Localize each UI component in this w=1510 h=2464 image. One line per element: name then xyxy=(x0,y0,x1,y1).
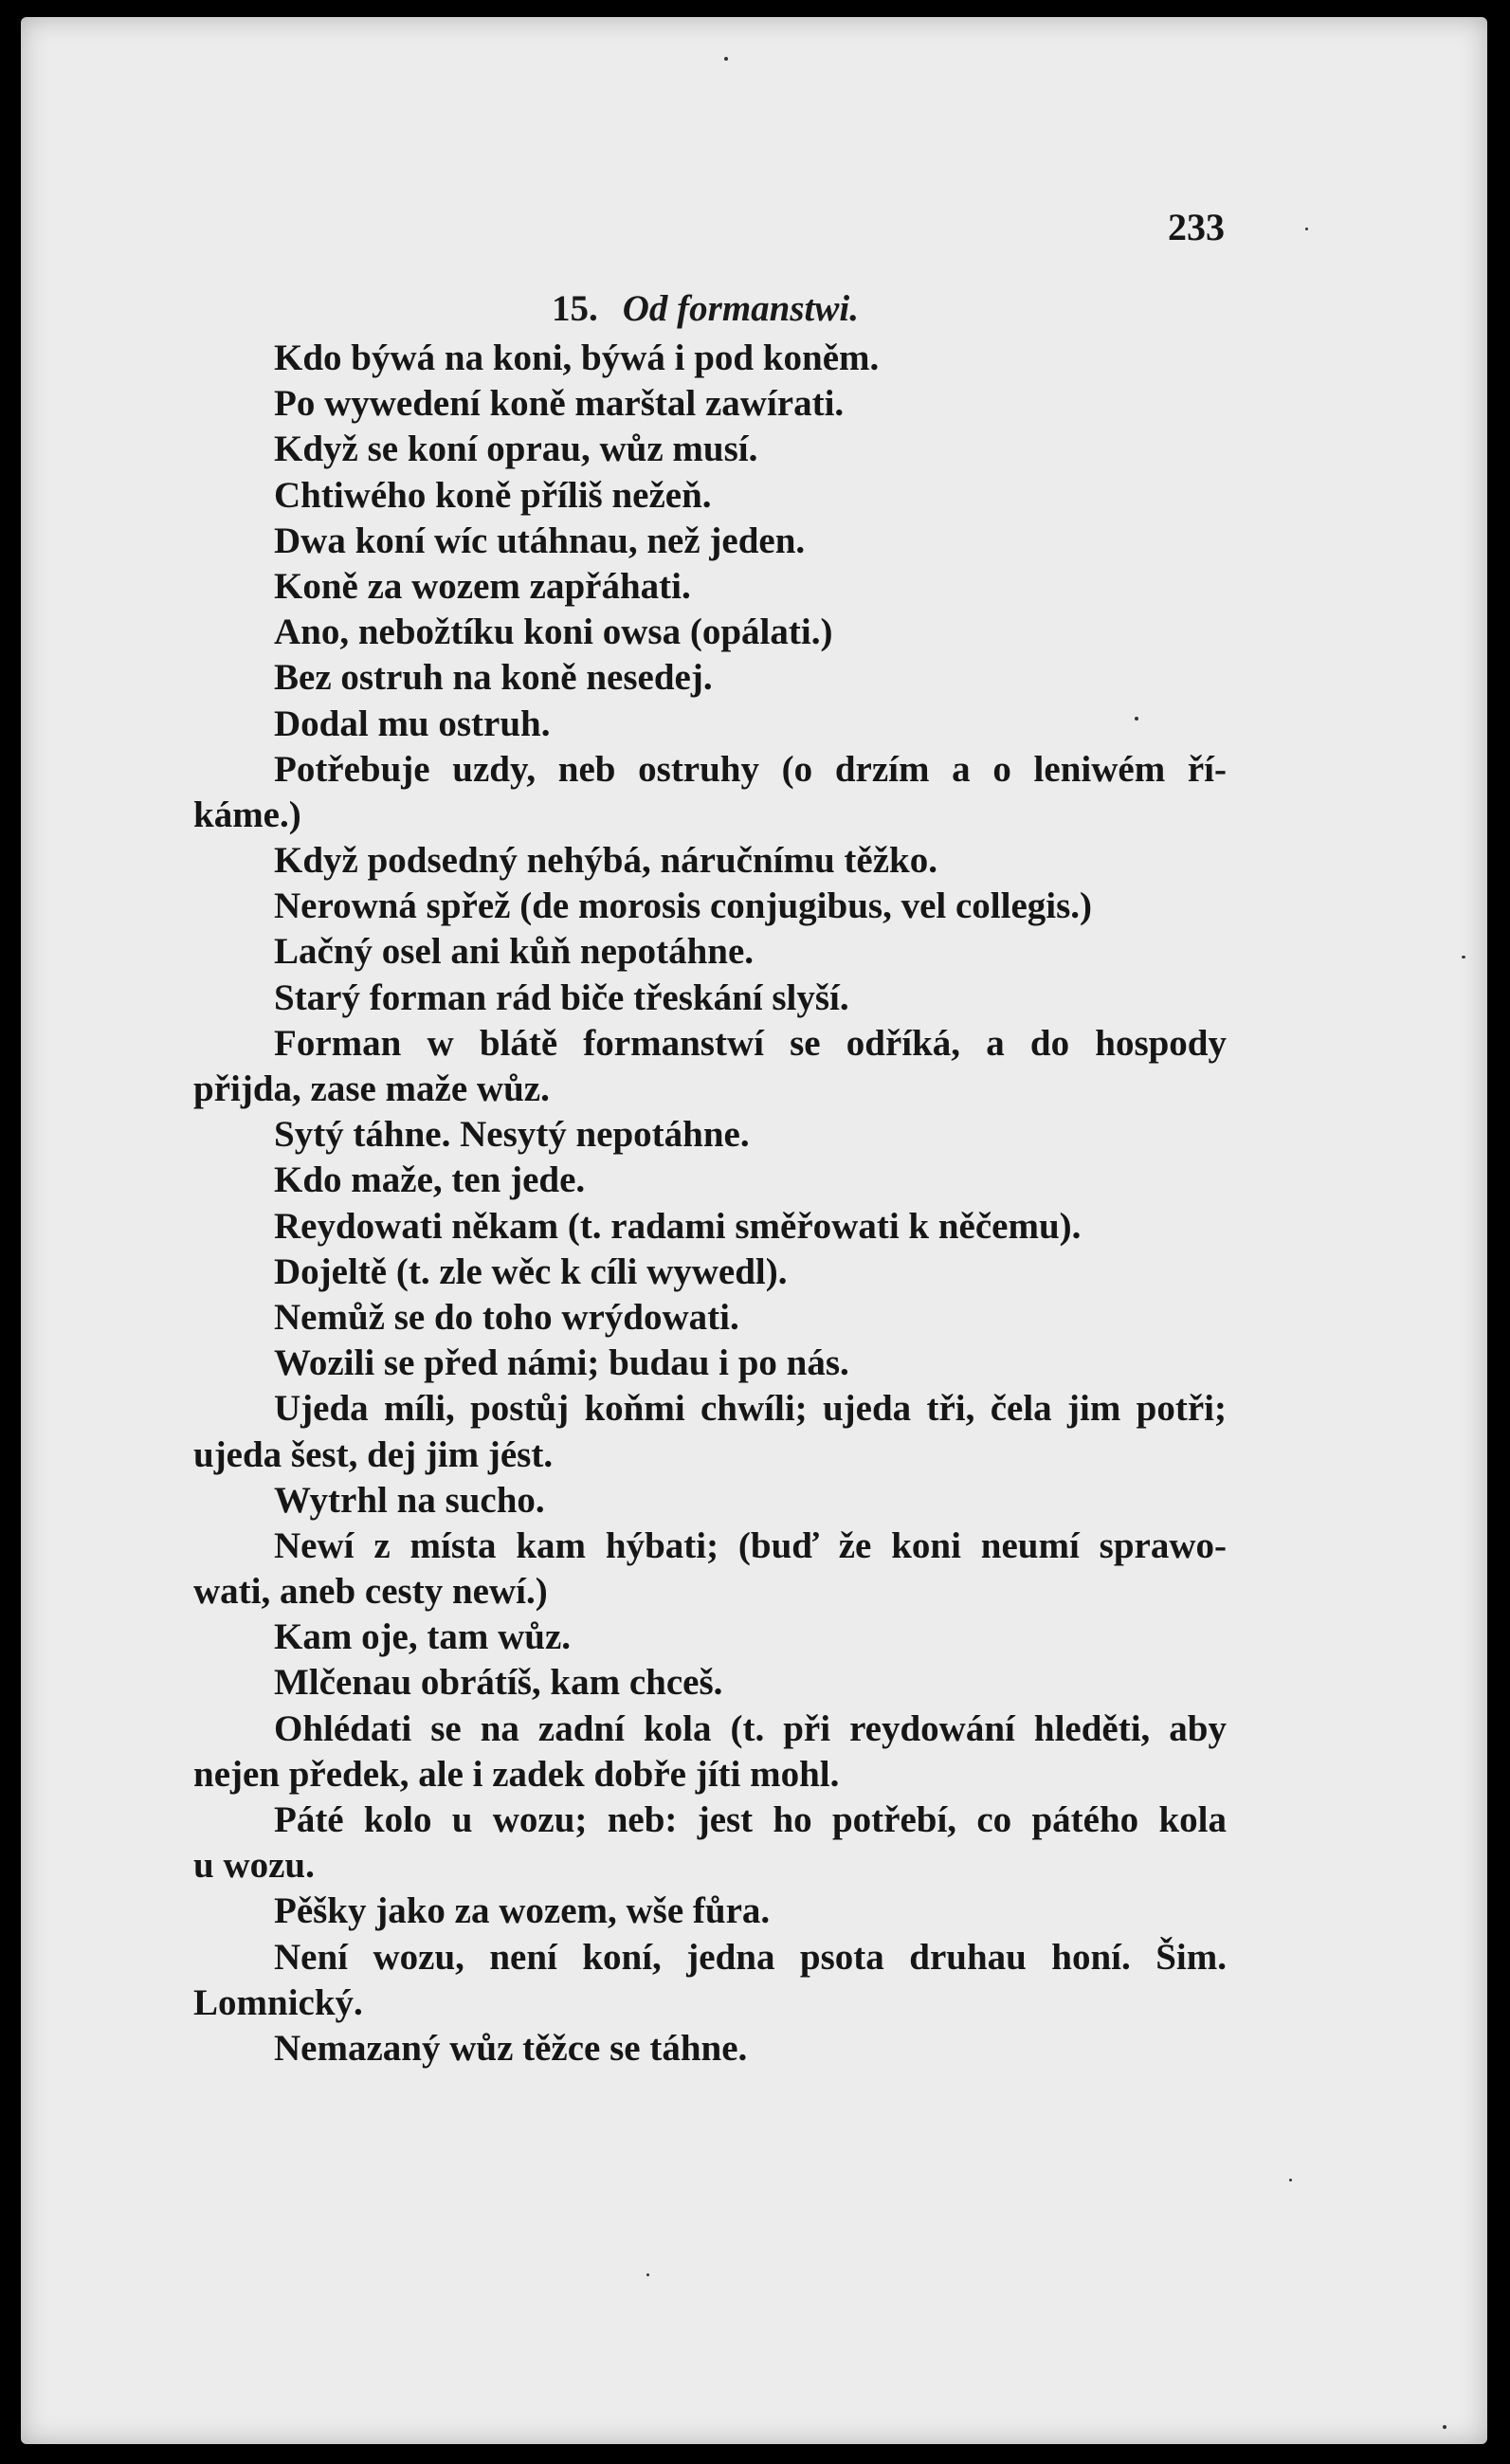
paper-speck xyxy=(1462,956,1465,958)
paper-speck xyxy=(646,2273,649,2276)
text-line: Koně za wozem zapřáhati. xyxy=(274,565,691,607)
paper-speck xyxy=(1443,2425,1446,2429)
section-heading xyxy=(552,290,859,327)
text-line: Starý forman rád biče třeskání slyší. xyxy=(274,976,849,1018)
text-body xyxy=(193,336,1227,2072)
text-line: Nemazaný wůz těžce se táhne. xyxy=(274,2027,748,2069)
text-line: Chtiwého koně příliš nežeň. xyxy=(274,474,712,516)
section-title: Od formanstwi. xyxy=(622,288,859,329)
text-line: wati, aneb cesty newí.) xyxy=(193,1571,548,1613)
text-line: Nemůž se do toho wrýdowati. xyxy=(274,1296,739,1338)
book-page xyxy=(21,17,1487,2444)
text-line: Potřebuje uzdy, neb ostruhy (o drzím a o leniwém ří- xyxy=(274,748,1227,790)
text-line: Wozili se před námi; budau i po nás. xyxy=(274,1342,849,1384)
text-line: Pěšky jako za wozem, wše fůra. xyxy=(274,1890,771,1932)
text-line: přijda, zase maže wůz. xyxy=(193,1068,550,1109)
paper-speck xyxy=(1289,2179,1292,2181)
text-line: Ano, nebožtíku koni owsa (opálati.) xyxy=(274,611,833,653)
text-line: nejen předek, ale i zadek dobře jíti mohl. xyxy=(193,1753,840,1795)
text-line: Nerowná spřež (de morosis conjugibus, vel collegis.) xyxy=(274,885,1093,927)
text-line: Ujeda míli, postůj koňmi chwíli; ujeda tři, čela jim potři; xyxy=(274,1388,1227,1430)
text-line: Mlčenau obrátíš, kam chceš. xyxy=(274,1662,723,1704)
text-line: Kdo maže, ten jede. xyxy=(274,1159,586,1201)
text-line: Reydowati někam (t. radami směřowati k něčemu). xyxy=(274,1205,1082,1247)
text-line: Dwa koní wíc utáhnau, než jeden. xyxy=(274,520,806,561)
text-line: u wozu. xyxy=(193,1845,315,1887)
text-line: Newí z místa kam hýbati; (buď že koni neumí sprawo- xyxy=(274,1524,1227,1566)
text-line: Wytrhl na sucho. xyxy=(274,1479,545,1521)
text-line: Ohlédati se na zadní kola (t. při reydowání hleděti, aby xyxy=(274,1707,1227,1749)
page-number: 233 xyxy=(1168,206,1225,248)
text-line: káme.) xyxy=(193,794,301,835)
paper-speck xyxy=(1135,717,1138,721)
text-line: Když podsedný nehýbá, náručnímu těžko. xyxy=(274,840,937,882)
text-line: Po wywedení koně marštal zawírati. xyxy=(274,383,845,425)
paper-speck xyxy=(1305,228,1308,230)
text-line: Kdo býwá na koni, býwá i pod koněm. xyxy=(274,338,880,378)
text-line: Není wozu, není koní, jedna psota druhau honí. Šim. xyxy=(274,1936,1227,1978)
section-number: 15. xyxy=(552,288,598,329)
text-line: Když se koní oprau, wůz musí. xyxy=(274,429,758,470)
text-line: Páté kolo u wozu; neb: jest ho potřebí, co pátého kola xyxy=(274,1799,1227,1840)
text-line: Dojeltě (t. zle wěc k cíli wywedl). xyxy=(274,1250,788,1292)
text-line: Bez ostruh na koně nesedej. xyxy=(274,657,713,699)
text-line: Lačný osel ani kůň nepotáhne. xyxy=(274,931,755,973)
text-line: Lomnický. xyxy=(193,1981,363,2023)
text-line: Sytý táhne. Nesytý nepotáhne. xyxy=(274,1114,750,1156)
text-line: Kam oje, tam wůz. xyxy=(274,1616,572,1658)
text-line: Forman w blátě formanstwí se odříká, a do hospody xyxy=(274,1022,1227,1064)
text-line: Dodal mu ostruh. xyxy=(274,703,551,744)
text-line: ujeda šest, dej jim jést. xyxy=(193,1433,554,1475)
paper-speck xyxy=(724,57,728,61)
